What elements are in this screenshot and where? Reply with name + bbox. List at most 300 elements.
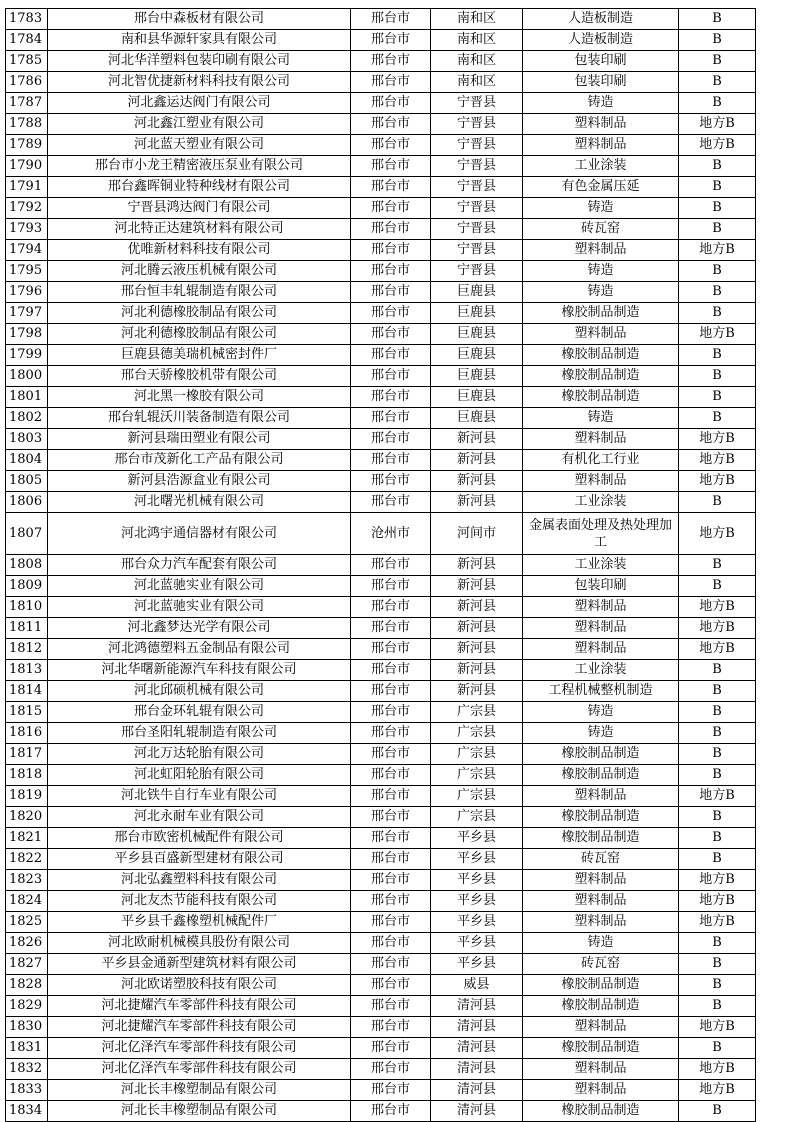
city-cell: 邢台市: [351, 912, 431, 933]
category-cell: B: [679, 9, 756, 30]
company-name-cell: 邢台圣阳轧辊制造有限公司: [48, 723, 351, 744]
company-name-cell: 河北鑫江塑业有限公司: [48, 114, 351, 135]
table-row: [6, 975, 756, 996]
company-name-cell: 河北铁牛自行车业有限公司: [48, 786, 351, 807]
category-cell: 地方B: [679, 597, 756, 618]
table-row: [6, 51, 756, 72]
category-cell: B: [679, 261, 756, 282]
category-cell: 地方B: [679, 324, 756, 345]
city-cell: 邢台市: [351, 387, 431, 408]
industry-cell: 工业涂装: [523, 660, 679, 681]
district-cell: 南和区: [431, 72, 523, 93]
district-cell: 平乡县: [431, 870, 523, 891]
district-cell: 巨鹿县: [431, 345, 523, 366]
industry-cell: 塑料制品: [523, 135, 679, 156]
industry-cell: 橡胶制品制造: [523, 366, 679, 387]
district-cell: 宁晋县: [431, 261, 523, 282]
company-name-cell: 河北华洋塑料包装印刷有限公司: [48, 51, 351, 72]
row-number-cell: 1814: [6, 681, 48, 702]
city-cell: 邢台市: [351, 681, 431, 702]
table-row: [6, 492, 756, 513]
city-cell: 邢台市: [351, 870, 431, 891]
city-cell: 邢台市: [351, 429, 431, 450]
company-name-cell: 新河县浩源盒业有限公司: [48, 471, 351, 492]
category-cell: B: [679, 954, 756, 975]
city-cell: 邢台市: [351, 135, 431, 156]
company-name-cell: 河北邱硕机械有限公司: [48, 681, 351, 702]
district-cell: 广宗县: [431, 765, 523, 786]
row-number-cell: 1827: [6, 954, 48, 975]
row-number-cell: 1817: [6, 744, 48, 765]
row-number-cell: 1808: [6, 555, 48, 576]
row-number-cell: 1788: [6, 114, 48, 135]
row-number-cell: 1802: [6, 408, 48, 429]
city-cell: 邢台市: [351, 639, 431, 660]
table-body: [6, 9, 756, 1122]
row-number-cell: 1813: [6, 660, 48, 681]
row-number-cell: 1791: [6, 177, 48, 198]
table-row: [6, 513, 756, 555]
district-cell: 清河县: [431, 1017, 523, 1038]
row-number-cell: 1797: [6, 303, 48, 324]
industry-cell: 塑料制品: [523, 240, 679, 261]
company-name-cell: 河北捷耀汽车零部件科技有限公司: [48, 1017, 351, 1038]
category-cell: 地方B: [679, 639, 756, 660]
table-row: [6, 555, 756, 576]
row-number-cell: 1790: [6, 156, 48, 177]
category-cell: B: [679, 555, 756, 576]
category-cell: B: [679, 660, 756, 681]
company-name-cell: 邢台市欧密机械配件有限公司: [48, 828, 351, 849]
district-cell: 南和区: [431, 51, 523, 72]
city-cell: 邢台市: [351, 807, 431, 828]
district-cell: 新河县: [431, 681, 523, 702]
city-cell: 邢台市: [351, 1038, 431, 1059]
row-number-cell: 1822: [6, 849, 48, 870]
district-cell: 平乡县: [431, 828, 523, 849]
table-row: [6, 471, 756, 492]
table-row: [6, 345, 756, 366]
row-number-cell: 1825: [6, 912, 48, 933]
table-row: [6, 954, 756, 975]
city-cell: 邢台市: [351, 240, 431, 261]
district-cell: 清河县: [431, 1038, 523, 1059]
city-cell: 邢台市: [351, 954, 431, 975]
row-number-cell: 1785: [6, 51, 48, 72]
company-name-cell: 河北亿泽汽车零部件科技有限公司: [48, 1059, 351, 1080]
table-row: [6, 303, 756, 324]
company-name-cell: 河北亿泽汽车零部件科技有限公司: [48, 1038, 351, 1059]
category-cell: B: [679, 765, 756, 786]
industry-cell: 工业涂装: [523, 555, 679, 576]
industry-cell: 塑料制品: [523, 618, 679, 639]
district-cell: 新河县: [431, 555, 523, 576]
industry-cell: 工程机械整机制造: [523, 681, 679, 702]
category-cell: B: [679, 975, 756, 996]
industry-cell: 塑料制品: [523, 870, 679, 891]
city-cell: 邢台市: [351, 198, 431, 219]
company-name-cell: 河北欧耐机械模具股份有限公司: [48, 933, 351, 954]
city-cell: 邢台市: [351, 744, 431, 765]
city-cell: 邢台市: [351, 1080, 431, 1101]
district-cell: 巨鹿县: [431, 366, 523, 387]
company-name-cell: 河北鑫梦达光学有限公司: [48, 618, 351, 639]
city-cell: 邢台市: [351, 324, 431, 345]
district-cell: 广宗县: [431, 744, 523, 765]
district-cell: 清河县: [431, 996, 523, 1017]
city-cell: 邢台市: [351, 849, 431, 870]
industry-cell: 铸造: [523, 198, 679, 219]
table-row: [6, 870, 756, 891]
row-number-cell: 1828: [6, 975, 48, 996]
company-name-cell: 邢台恒丰轧辊制造有限公司: [48, 282, 351, 303]
table-row: [6, 198, 756, 219]
district-cell: 广宗县: [431, 723, 523, 744]
company-name-cell: 河北利德橡胶制品有限公司: [48, 324, 351, 345]
table-row: [6, 1101, 756, 1122]
category-cell: B: [679, 849, 756, 870]
row-number-cell: 1793: [6, 219, 48, 240]
table-row: [6, 9, 756, 30]
row-number-cell: 1796: [6, 282, 48, 303]
row-number-cell: 1834: [6, 1101, 48, 1122]
industry-cell: 塑料制品: [523, 114, 679, 135]
city-cell: 邢台市: [351, 30, 431, 51]
city-cell: 邢台市: [351, 366, 431, 387]
industry-cell: 铸造: [523, 93, 679, 114]
district-cell: 新河县: [431, 660, 523, 681]
table-row: [6, 702, 756, 723]
industry-cell: 橡胶制品制造: [523, 744, 679, 765]
row-number-cell: 1819: [6, 786, 48, 807]
row-number-cell: 1783: [6, 9, 48, 30]
district-cell: 新河县: [431, 450, 523, 471]
category-cell: B: [679, 996, 756, 1017]
table-row: [6, 1017, 756, 1038]
table-row: [6, 849, 756, 870]
category-cell: B: [679, 807, 756, 828]
table-row: [6, 219, 756, 240]
table-row: [6, 618, 756, 639]
industry-cell: 橡胶制品制造: [523, 975, 679, 996]
district-cell: 新河县: [431, 576, 523, 597]
industry-cell: 工业涂装: [523, 156, 679, 177]
category-cell: B: [679, 198, 756, 219]
industry-cell: 塑料制品: [523, 1017, 679, 1038]
industry-cell: 塑料制品: [523, 471, 679, 492]
district-cell: 巨鹿县: [431, 324, 523, 345]
industry-cell: 铸造: [523, 408, 679, 429]
industry-cell: 包装印刷: [523, 72, 679, 93]
district-cell: 广宗县: [431, 786, 523, 807]
city-cell: 邢台市: [351, 1101, 431, 1122]
table-row: [6, 1080, 756, 1101]
industry-cell: 铸造: [523, 933, 679, 954]
category-cell: B: [679, 702, 756, 723]
row-number-cell: 1830: [6, 1017, 48, 1038]
industry-cell: 塑料制品: [523, 429, 679, 450]
industry-cell: 砖瓦窑: [523, 849, 679, 870]
industry-cell: 铸造: [523, 261, 679, 282]
city-cell: 沧州市: [351, 513, 431, 555]
industry-cell: 包装印刷: [523, 576, 679, 597]
district-cell: 宁晋县: [431, 240, 523, 261]
category-cell: 地方B: [679, 1017, 756, 1038]
category-cell: B: [679, 72, 756, 93]
category-cell: B: [679, 30, 756, 51]
company-name-cell: 河北鑫运达阀门有限公司: [48, 93, 351, 114]
table-row: [6, 681, 756, 702]
city-cell: 邢台市: [351, 723, 431, 744]
district-cell: 新河县: [431, 471, 523, 492]
district-cell: 宁晋县: [431, 135, 523, 156]
city-cell: 邢台市: [351, 576, 431, 597]
city-cell: 邢台市: [351, 975, 431, 996]
row-number-cell: 1795: [6, 261, 48, 282]
category-cell: 地方B: [679, 870, 756, 891]
city-cell: 邢台市: [351, 1017, 431, 1038]
category-cell: B: [679, 828, 756, 849]
industry-cell: 有色金属压延: [523, 177, 679, 198]
city-cell: 邢台市: [351, 51, 431, 72]
industry-cell: 塑料制品: [523, 597, 679, 618]
table-row: [6, 387, 756, 408]
company-name-cell: 南和县华源轩家具有限公司: [48, 30, 351, 51]
industry-cell: 橡胶制品制造: [523, 345, 679, 366]
row-number-cell: 1810: [6, 597, 48, 618]
category-cell: B: [679, 492, 756, 513]
category-cell: 地方B: [679, 912, 756, 933]
category-cell: 地方B: [679, 1059, 756, 1080]
table-row: [6, 660, 756, 681]
city-cell: 邢台市: [351, 345, 431, 366]
table-row: [6, 1059, 756, 1080]
table-row: [6, 639, 756, 660]
company-name-cell: 河北虹阳轮胎有限公司: [48, 765, 351, 786]
company-name-cell: 河北长丰橡塑制品有限公司: [48, 1080, 351, 1101]
table-row: [6, 366, 756, 387]
company-name-cell: 邢台市小龙王精密液压泵业有限公司: [48, 156, 351, 177]
city-cell: 邢台市: [351, 282, 431, 303]
district-cell: 巨鹿县: [431, 303, 523, 324]
industry-cell: 塑料制品: [523, 1059, 679, 1080]
company-name-cell: 河北友杰节能科技有限公司: [48, 891, 351, 912]
row-number-cell: 1833: [6, 1080, 48, 1101]
city-cell: 邢台市: [351, 177, 431, 198]
industry-cell: 工业涂装: [523, 492, 679, 513]
table-row: [6, 93, 756, 114]
city-cell: 邢台市: [351, 765, 431, 786]
industry-cell: 塑料制品: [523, 1080, 679, 1101]
industry-cell: 橡胶制品制造: [523, 828, 679, 849]
company-name-cell: 河北弘鑫塑料科技有限公司: [48, 870, 351, 891]
company-name-cell: 河北永耐车业有限公司: [48, 807, 351, 828]
district-cell: 新河县: [431, 639, 523, 660]
industry-cell: 砖瓦窑: [523, 219, 679, 240]
district-cell: 宁晋县: [431, 219, 523, 240]
row-number-cell: 1811: [6, 618, 48, 639]
category-cell: B: [679, 303, 756, 324]
industry-cell: 金属表面处理及热处理加工: [523, 513, 679, 555]
company-name-cell: 河北蓝驰实业有限公司: [48, 576, 351, 597]
company-name-cell: 邢台鑫晖铜业特种线材有限公司: [48, 177, 351, 198]
city-cell: 邢台市: [351, 996, 431, 1017]
industry-cell: 塑料制品: [523, 912, 679, 933]
category-cell: B: [679, 1101, 756, 1122]
table-row: [6, 429, 756, 450]
table-row: [6, 597, 756, 618]
row-number-cell: 1812: [6, 639, 48, 660]
table-row: [6, 744, 756, 765]
city-cell: 邢台市: [351, 261, 431, 282]
company-name-cell: 河北鸿宇通信器材有限公司: [48, 513, 351, 555]
district-cell: 宁晋县: [431, 198, 523, 219]
row-number-cell: 1816: [6, 723, 48, 744]
row-number-cell: 1794: [6, 240, 48, 261]
table-row: [6, 240, 756, 261]
industry-cell: 铸造: [523, 282, 679, 303]
company-name-cell: 邢台众力汽车配套有限公司: [48, 555, 351, 576]
city-cell: 邢台市: [351, 408, 431, 429]
row-number-cell: 1826: [6, 933, 48, 954]
industry-cell: 橡胶制品制造: [523, 807, 679, 828]
row-number-cell: 1809: [6, 576, 48, 597]
category-cell: B: [679, 93, 756, 114]
row-number-cell: 1786: [6, 72, 48, 93]
category-cell: 地方B: [679, 240, 756, 261]
category-cell: B: [679, 933, 756, 954]
city-cell: 邢台市: [351, 891, 431, 912]
row-number-cell: 1820: [6, 807, 48, 828]
district-cell: 平乡县: [431, 912, 523, 933]
row-number-cell: 1798: [6, 324, 48, 345]
row-number-cell: 1829: [6, 996, 48, 1017]
district-cell: 新河县: [431, 429, 523, 450]
category-cell: B: [679, 744, 756, 765]
row-number-cell: 1784: [6, 30, 48, 51]
table-row: [6, 324, 756, 345]
table-row: [6, 156, 756, 177]
city-cell: 邢台市: [351, 702, 431, 723]
district-cell: 广宗县: [431, 807, 523, 828]
industry-cell: 橡胶制品制造: [523, 387, 679, 408]
row-number-cell: 1789: [6, 135, 48, 156]
district-cell: 新河县: [431, 597, 523, 618]
district-cell: 清河县: [431, 1059, 523, 1080]
table-row: [6, 450, 756, 471]
table-row: [6, 933, 756, 954]
company-name-cell: 河北长丰橡塑制品有限公司: [48, 1101, 351, 1122]
table-row: [6, 576, 756, 597]
industry-cell: 橡胶制品制造: [523, 1101, 679, 1122]
category-cell: B: [679, 387, 756, 408]
category-cell: B: [679, 1038, 756, 1059]
company-name-cell: 平乡县金通新型建筑材料有限公司: [48, 954, 351, 975]
table-row: [6, 72, 756, 93]
category-cell: B: [679, 177, 756, 198]
category-cell: 地方B: [679, 471, 756, 492]
table-row: [6, 261, 756, 282]
row-number-cell: 1818: [6, 765, 48, 786]
company-name-cell: 河北鸿德塑料五金制品有限公司: [48, 639, 351, 660]
company-name-cell: 河北特正达建筑材料有限公司: [48, 219, 351, 240]
city-cell: 邢台市: [351, 219, 431, 240]
industry-cell: 铸造: [523, 723, 679, 744]
district-cell: 南和区: [431, 9, 523, 30]
district-cell: 南和区: [431, 30, 523, 51]
industry-cell: 塑料制品: [523, 891, 679, 912]
category-cell: 地方B: [679, 513, 756, 555]
row-number-cell: 1801: [6, 387, 48, 408]
district-cell: 清河县: [431, 1101, 523, 1122]
district-cell: 平乡县: [431, 933, 523, 954]
city-cell: 邢台市: [351, 492, 431, 513]
district-cell: 宁晋县: [431, 114, 523, 135]
city-cell: 邢台市: [351, 1059, 431, 1080]
table-row: [6, 996, 756, 1017]
district-cell: 宁晋县: [431, 93, 523, 114]
city-cell: 邢台市: [351, 555, 431, 576]
city-cell: 邢台市: [351, 660, 431, 681]
company-name-cell: 河北欧诺塑胶科技有限公司: [48, 975, 351, 996]
company-name-cell: 平乡县百盛新型建材有限公司: [48, 849, 351, 870]
city-cell: 邢台市: [351, 156, 431, 177]
category-cell: B: [679, 366, 756, 387]
company-name-cell: 邢台市茂新化工产品有限公司: [48, 450, 351, 471]
row-number-cell: 1832: [6, 1059, 48, 1080]
table-row: [6, 114, 756, 135]
row-number-cell: 1799: [6, 345, 48, 366]
industry-cell: 有机化工行业: [523, 450, 679, 471]
city-cell: 邢台市: [351, 618, 431, 639]
district-cell: 宁晋县: [431, 177, 523, 198]
table-row: [6, 828, 756, 849]
company-name-cell: 邢台中森板材有限公司: [48, 9, 351, 30]
company-name-cell: 邢台天骄橡胶机带有限公司: [48, 366, 351, 387]
company-name-cell: 河北蓝驰实业有限公司: [48, 597, 351, 618]
district-cell: 平乡县: [431, 891, 523, 912]
table-row: [6, 807, 756, 828]
company-name-cell: 平乡县千鑫橡塑机械配件厂: [48, 912, 351, 933]
category-cell: B: [679, 576, 756, 597]
enterprise-table: [5, 8, 756, 1122]
city-cell: 邢台市: [351, 72, 431, 93]
row-number-cell: 1821: [6, 828, 48, 849]
city-cell: 邢台市: [351, 786, 431, 807]
industry-cell: 橡胶制品制造: [523, 765, 679, 786]
table-row: [6, 723, 756, 744]
category-cell: B: [679, 408, 756, 429]
city-cell: 邢台市: [351, 933, 431, 954]
city-cell: 邢台市: [351, 597, 431, 618]
row-number-cell: 1815: [6, 702, 48, 723]
city-cell: 邢台市: [351, 93, 431, 114]
industry-cell: 砖瓦窑: [523, 954, 679, 975]
industry-cell: 橡胶制品制造: [523, 303, 679, 324]
company-name-cell: 河北利德橡胶制品有限公司: [48, 303, 351, 324]
category-cell: 地方B: [679, 135, 756, 156]
company-name-cell: 河北捷耀汽车零部件科技有限公司: [48, 996, 351, 1017]
category-cell: B: [679, 345, 756, 366]
district-cell: 威县: [431, 975, 523, 996]
city-cell: 邢台市: [351, 450, 431, 471]
industry-cell: 塑料制品: [523, 786, 679, 807]
table-row: [6, 765, 756, 786]
table-row: [6, 1038, 756, 1059]
district-cell: 宁晋县: [431, 156, 523, 177]
company-name-cell: 河北智优捷新材料科技有限公司: [48, 72, 351, 93]
district-cell: 巨鹿县: [431, 408, 523, 429]
